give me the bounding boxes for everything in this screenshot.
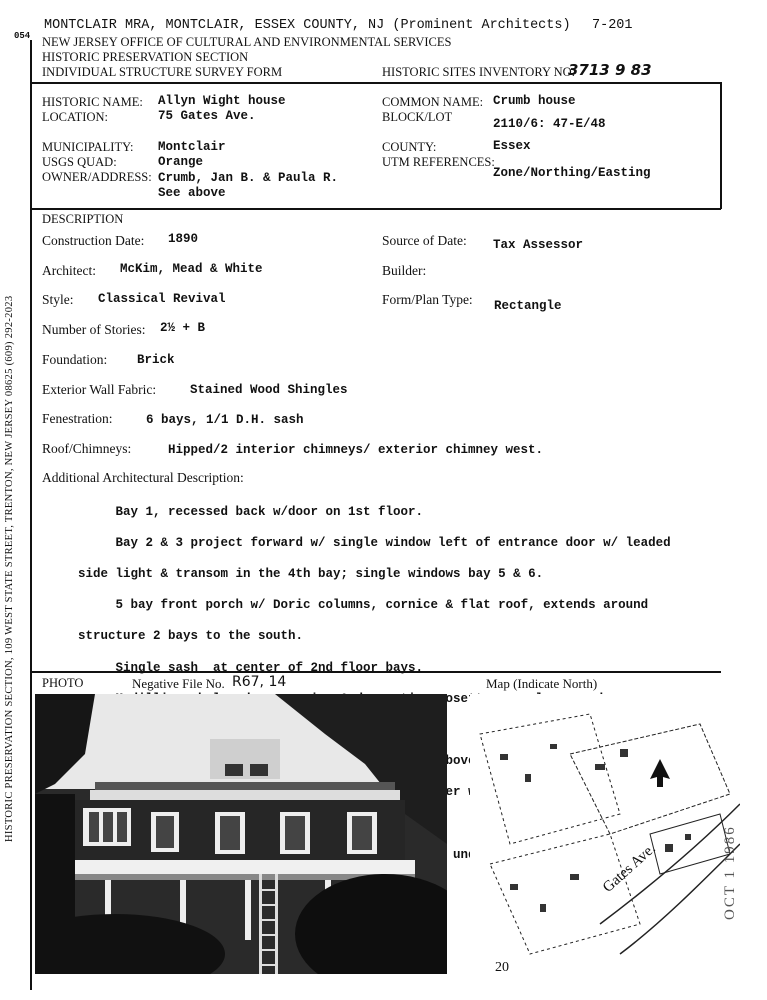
roof-value: Hipped/2 interior chimneys/ exterior chimney west. <box>168 443 544 457</box>
additional-label: Additional Architectural Description: <box>42 470 244 485</box>
description-line: rosettes <box>438 691 499 706</box>
photo-label: PHOTO <box>42 676 84 690</box>
house-photo <box>35 694 447 974</box>
received-stamp: OCT 1 1986 <box>722 825 738 920</box>
description-line: structure 2 bays to the south. <box>78 629 304 644</box>
inventory-label: HISTORIC SITES INVENTORY NO. <box>382 65 575 79</box>
roof-label: Roof/Chimneys: <box>42 441 132 456</box>
historic-name-value: Allyn Wight house <box>158 94 286 108</box>
wall-fabric-label: Exterior Wall Fabric: <box>42 382 157 397</box>
owner-value: Crumb, Jan B. & Paula R. <box>158 171 339 185</box>
style-label: Style: <box>42 292 74 307</box>
usgs-value: Orange <box>158 155 204 169</box>
form-name: INDIVIDUAL STRUCTURE SURVEY FORM <box>42 65 283 79</box>
description-line: Single sash at center of 2nd floor bays. <box>78 660 424 675</box>
foundation-value: Brick <box>137 353 175 367</box>
municipality-value: Montclair <box>158 140 226 154</box>
historic-name-label: HISTORIC NAME: <box>42 95 143 109</box>
survey-line: MONTCLAIR MRA, MONTCLAIR, ESSEX COUNTY, NJ (Prominent Architects) <box>44 18 571 33</box>
description-line: Bay 1, recessed back w/door on 1st floor. <box>78 504 424 519</box>
form-plan-value: Rectangle <box>494 299 562 313</box>
form-plan-label: Form/Plan Type: <box>382 292 473 307</box>
architect-label: Architect: <box>42 263 96 278</box>
source-label: Source of Date: <box>382 233 467 248</box>
block-lot-label: BLOCK/LOT <box>382 110 453 124</box>
negative-number: R67, 14 <box>232 674 287 690</box>
construction-date-value: 1890 <box>168 232 199 246</box>
wall-fabric-value: Stained Wood Shingles <box>190 383 348 397</box>
id-divider <box>31 208 721 210</box>
source-value: Tax Assessor <box>493 238 584 252</box>
section-name: HISTORIC PRESERVATION SECTION <box>42 50 249 64</box>
county-value: Essex <box>493 139 531 153</box>
inventory-number: 3713 9 83 <box>568 61 652 79</box>
description-line: Bay 2 & 3 project forward w/ single window left of entrance door w/ leaded <box>78 535 671 550</box>
header-divider <box>31 82 722 84</box>
common-name-label: COMMON NAME: <box>382 95 484 109</box>
stories-label: Number of Stories: <box>42 322 146 337</box>
owner-label: OWNER/ADDRESS: <box>42 170 152 184</box>
map-number-label: 20 <box>495 960 509 975</box>
description-line: 5 bay front porch w/ Doric columns, cornice & flat roof, extends around <box>78 598 649 613</box>
builder-label: Builder: <box>382 263 427 278</box>
right-border <box>720 82 722 209</box>
description-line: above <box>438 754 476 769</box>
utm-value: Zone/Northing/Easting <box>493 166 651 180</box>
page-code: 7-201 <box>592 18 633 33</box>
corner-code: 054 <box>14 31 31 41</box>
architect-value: McKim, Mead & White <box>120 262 263 276</box>
foundation-label: Foundation: <box>42 352 108 367</box>
construction-date-label: Construction Date: <box>42 233 145 248</box>
map-label: Map (Indicate North) <box>486 676 598 691</box>
location-value: 75 Gates Ave. <box>158 109 256 123</box>
sidebar-address: HISTORIC PRESERVATION SECTION, 109 WEST STATE STREET, TRENTON, NEW JERSEY 08625 (609) 292-2023 <box>4 295 15 842</box>
map-street-label: Gates Ave. <box>600 840 659 896</box>
office-name: NEW JERSEY OFFICE OF CULTURAL AND ENVIRONMENTAL SERVICES <box>42 35 452 49</box>
county-label: COUNTY: <box>382 140 437 154</box>
stories-value: 2½ + B <box>160 321 206 335</box>
utm-label: UTM REFERENCES: <box>382 155 495 169</box>
description-line: side light & transom in the 4th bay; single windows bay 5 & 6. <box>78 566 544 581</box>
left-border <box>30 40 32 990</box>
usgs-label: USGS QUAD: <box>42 155 117 169</box>
fenestration-value: 6 bays, 1/1 D.H. sash <box>146 413 304 427</box>
location-label: LOCATION: <box>42 110 108 124</box>
block-lot-value: 2110/6: 47-E/48 <box>493 117 606 131</box>
location-map <box>470 694 740 984</box>
owner-address-value: See above <box>158 186 226 200</box>
style-value: Classical Revival <box>98 292 226 306</box>
negative-label: Negative File No. <box>132 676 225 691</box>
municipality-label: MUNICIPALITY: <box>42 140 134 154</box>
description-heading: DESCRIPTION <box>42 212 124 226</box>
fenestration-label: Fenestration: <box>42 411 113 426</box>
common-name-value: Crumb house <box>493 94 576 108</box>
